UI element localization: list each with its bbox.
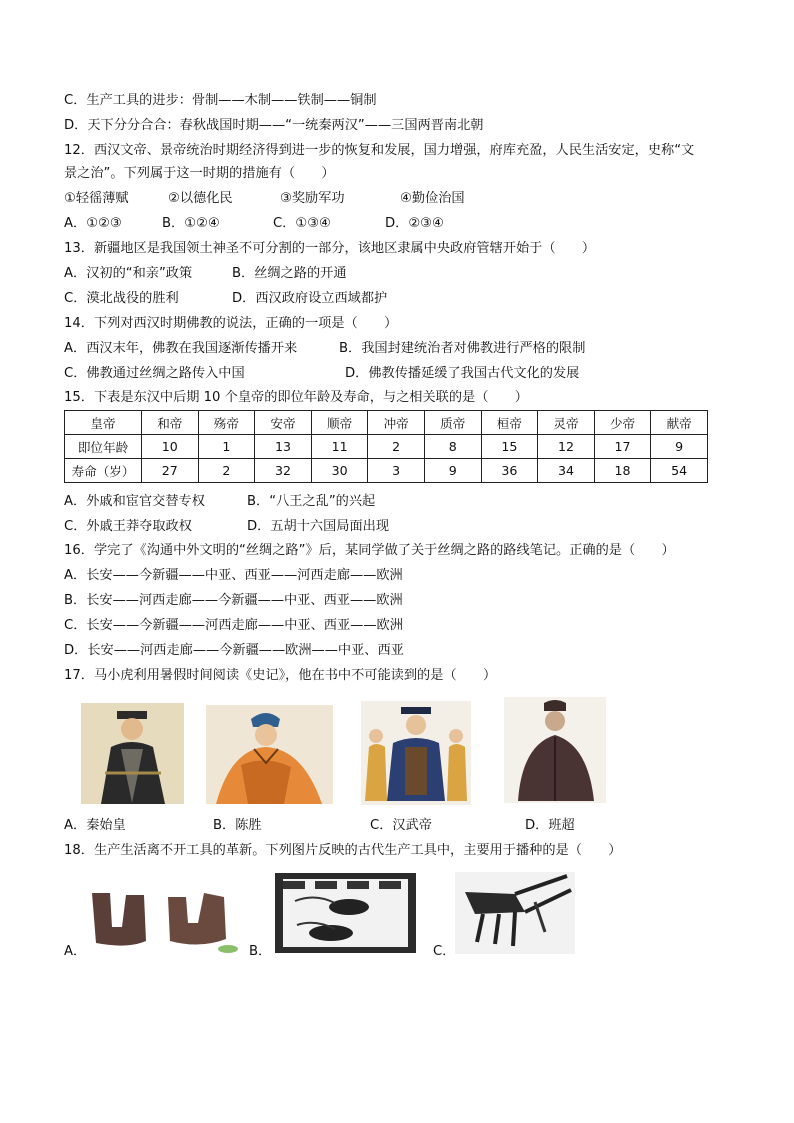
table-cell: 即位年龄 bbox=[65, 435, 142, 459]
q11-option-c: C．生产工具的进步：骨制——木制——铁制——铜制 bbox=[64, 93, 377, 108]
q17-option-d: D．班超 bbox=[525, 818, 575, 833]
table-cell: 15 bbox=[481, 435, 538, 459]
table-cell: 12 bbox=[538, 435, 595, 459]
table-cell: 54 bbox=[651, 459, 708, 483]
table-cell: 灵帝 bbox=[538, 411, 595, 435]
q17-option-c: C．汉武帝 bbox=[370, 818, 432, 833]
q16-option-c: C．长安——今新疆——河西走廊——中亚、西亚——欧洲 bbox=[64, 618, 403, 633]
q14-option-d: D．佛教传播延缓了我国古代文化的发展 bbox=[345, 366, 580, 381]
q15-option-d: D．五胡十六国局面出现 bbox=[247, 519, 390, 534]
table-cell: 少帝 bbox=[594, 411, 651, 435]
han-wudi-portrait bbox=[361, 701, 471, 805]
seed-drill-image bbox=[455, 872, 575, 954]
table-cell: 2 bbox=[368, 435, 425, 459]
q12-item-3: ③奖励军功 bbox=[280, 191, 345, 206]
ox-plowing-brick-image bbox=[275, 873, 416, 953]
table-row-lifespan bbox=[65, 459, 708, 483]
table-cell: 桓帝 bbox=[481, 411, 538, 435]
q12-item-4: ④勤俭治国 bbox=[400, 191, 465, 206]
q12-item-2: ②以德化民 bbox=[168, 191, 233, 206]
table-cell: 3 bbox=[368, 459, 425, 483]
q12-option-b: B．①②④ bbox=[162, 216, 220, 231]
table-cell: 寿命（岁） bbox=[65, 459, 142, 483]
q14-option-b: B．我国封建统治者对佛教进行严格的限制 bbox=[339, 341, 586, 356]
table-cell: 顺帝 bbox=[311, 411, 368, 435]
q12-stem-1: 12．西汉文帝、景帝统治时期经济得到进一步的恢复和发展，国力增强，府库充盈，人民生活安定，史称“文 bbox=[64, 143, 695, 158]
q16-stem: 16．学完了《沟通中外文明的“丝绸之路”》后，某同学做了关于丝绸之路的路线笔记。正确的是（ ） bbox=[64, 543, 675, 558]
q18-option-a: A． bbox=[64, 944, 87, 959]
q15-stem: 15．下表是东汉中后期 10 个皇帝的即位年龄及寿命，与之相关联的是（ ） bbox=[64, 390, 528, 405]
q13-stem: 13．新疆地区是我国领土神圣不可分割的一部分，该地区隶属中央政府管辖开始于（ ） bbox=[64, 241, 596, 256]
table-cell: 10 bbox=[142, 435, 199, 459]
q14-stem: 14．下列对西汉时期佛教的说法，正确的一项是（ ） bbox=[64, 316, 398, 331]
table-cell: 9 bbox=[424, 459, 481, 483]
q13-option-b: B．丝绸之路的开通 bbox=[232, 266, 347, 281]
q12-option-c: C．①③④ bbox=[273, 216, 331, 231]
table-cell: 30 bbox=[311, 459, 368, 483]
q12-stem-2: 景之治”。下列属于这一时期的措施有（ ） bbox=[64, 166, 335, 181]
q13-option-d: D．西汉政府设立西域都护 bbox=[232, 291, 388, 306]
table-header-row bbox=[65, 411, 708, 435]
q12-item-1: ①轻徭薄赋 bbox=[64, 191, 129, 206]
q16-option-d: D．长安——河西走廊——今新疆——欧洲——中亚、西亚 bbox=[64, 643, 404, 658]
q15-option-b: B．“八王之乱”的兴起 bbox=[247, 494, 376, 509]
table-cell: 皇帝 bbox=[65, 411, 142, 435]
q14-option-c: C．佛教通过丝绸之路传入中国 bbox=[64, 366, 245, 381]
chen-sheng-portrait bbox=[206, 705, 333, 804]
table-cell: 献帝 bbox=[651, 411, 708, 435]
iron-hoe-image bbox=[88, 883, 238, 955]
q12-option-d: D．②③④ bbox=[385, 216, 444, 231]
q17-stem: 17．马小虎利用暑假时间阅读《史记》，他在书中不可能读到的是（ ） bbox=[64, 668, 497, 683]
q16-option-b: B．长安——河西走廊——今新疆——中亚、西亚——欧洲 bbox=[64, 593, 403, 608]
q17-option-b: B．陈胜 bbox=[213, 818, 262, 833]
table-cell: 17 bbox=[594, 435, 651, 459]
table-cell: 2 bbox=[198, 459, 255, 483]
q14-option-a: A．西汉末年，佛教在我国逐渐传播开来 bbox=[64, 341, 298, 356]
q13-option-a: A．汉初的“和亲”政策 bbox=[64, 266, 193, 281]
table-cell: 质帝 bbox=[424, 411, 481, 435]
q15-option-a: A．外戚和宦官交替专权 bbox=[64, 494, 205, 509]
table-cell: 11 bbox=[311, 435, 368, 459]
q18-option-b: B． bbox=[249, 944, 272, 959]
table-cell: 8 bbox=[424, 435, 481, 459]
table-cell: 安帝 bbox=[255, 411, 312, 435]
q18-stem: 18．生产生活离不开工具的革新。下列图片反映的古代生产工具中，主要用于播种的是（ ） bbox=[64, 843, 622, 858]
qin-shihuang-portrait bbox=[81, 703, 184, 804]
table-cell: 32 bbox=[255, 459, 312, 483]
table-cell: 殇帝 bbox=[198, 411, 255, 435]
table-row-age bbox=[65, 435, 708, 459]
q16-option-a: A．长安——今新疆——中亚、西亚——河西走廊——欧洲 bbox=[64, 568, 403, 583]
emperor-table bbox=[64, 410, 708, 483]
q17-option-a: A．秦始皇 bbox=[64, 818, 126, 833]
table-cell: 36 bbox=[481, 459, 538, 483]
table-cell: 冲帝 bbox=[368, 411, 425, 435]
q15-option-c: C．外戚王莽夺取政权 bbox=[64, 519, 192, 534]
q11-option-d: D．天下分分合合：春秋战国时期——“一统秦两汉”——三国两晋南北朝 bbox=[64, 118, 484, 133]
ban-chao-portrait bbox=[504, 697, 606, 803]
table-cell: 27 bbox=[142, 459, 199, 483]
table-cell: 18 bbox=[594, 459, 651, 483]
table-cell: 1 bbox=[198, 435, 255, 459]
table-cell: 13 bbox=[255, 435, 312, 459]
table-cell: 34 bbox=[538, 459, 595, 483]
q12-option-a: A．①②③ bbox=[64, 216, 122, 231]
table-cell: 和帝 bbox=[142, 411, 199, 435]
table-cell: 9 bbox=[651, 435, 708, 459]
q13-option-c: C．漠北战役的胜利 bbox=[64, 291, 179, 306]
q18-option-c: C． bbox=[433, 944, 456, 959]
